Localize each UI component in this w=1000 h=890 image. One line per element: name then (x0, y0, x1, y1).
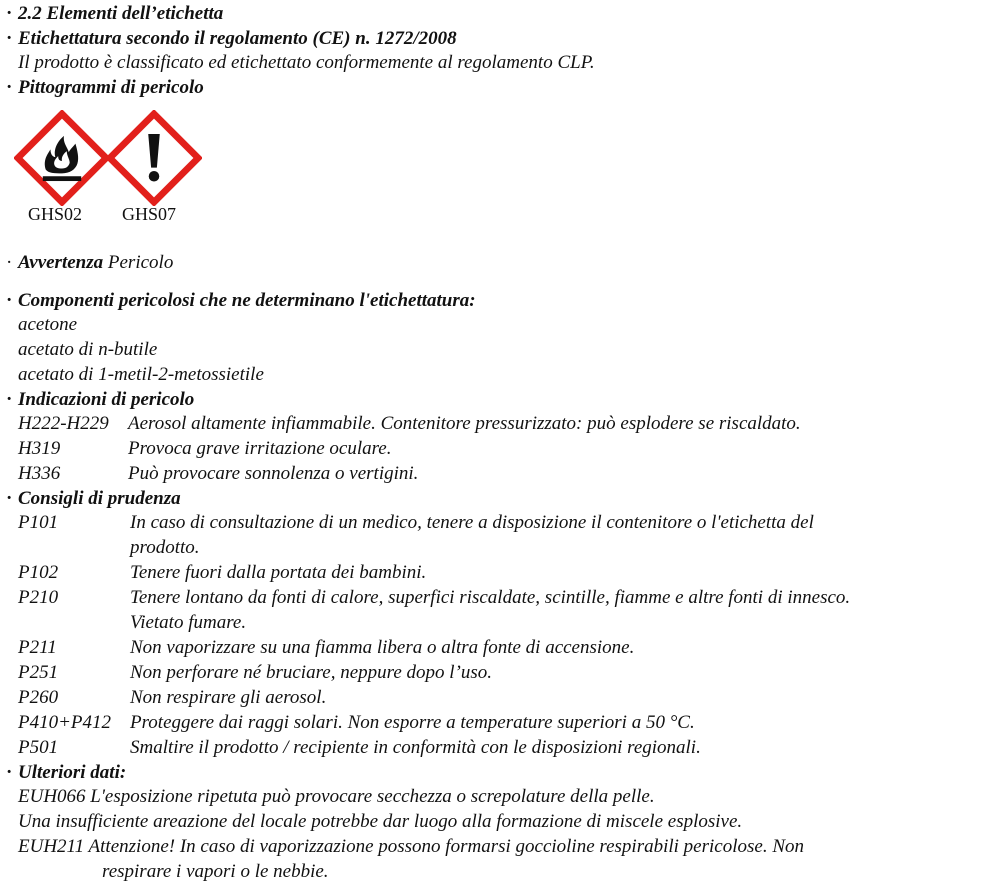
section-title-text: 2.2 Elementi dell’etichetta (18, 3, 224, 24)
hazard-code: H319 (18, 438, 61, 459)
additional-info-heading-text: Ulteriori dati: (18, 762, 127, 783)
precaution-code: P101 (18, 512, 59, 533)
signal-word-label: Avvertenza (18, 252, 104, 273)
precaution-code: P501 (18, 737, 59, 758)
signal-word-value: Pericolo (107, 252, 174, 273)
precautionary-heading-text: Consigli di prudenza (18, 488, 181, 509)
additional-info-line-continued: respirare i vapori o le nebbie. (102, 861, 329, 882)
precaution-text-continued: prodotto. (130, 537, 200, 558)
pictogram-label-ghs07: GHS07 (122, 204, 177, 224)
precaution-text: Smaltire il prodotto / recipiente in conformità con le disposizioni regionali. (130, 737, 701, 758)
precaution-code: P102 (18, 562, 59, 583)
labelling-heading: · Etichettatura secondo il regolamento (CE) n. 1272/2008 (6, 28, 457, 49)
labelling-text: Il prodotto è classificato ed etichettato conformemente al regolamento CLP. (18, 52, 595, 73)
precaution-code: P251 (18, 662, 59, 683)
additional-info-heading: · Ulteriori dati: (6, 762, 127, 783)
signal-word: · Avvertenza Pericolo (6, 252, 174, 273)
pictograms-heading-text: Pittogrammi di pericolo (18, 77, 204, 98)
precaution-text-continued: Vietato fumare. (130, 612, 247, 633)
precaution-code: P410+P412 (18, 712, 112, 733)
precaution-text: Proteggere dai raggi solari. Non esporre a temperature superiori a 50 °C. (130, 712, 695, 733)
section-title: · 2.2 Elementi dell’etichetta (6, 3, 224, 24)
pictograms-heading: · Pittogrammi di pericolo (6, 77, 204, 98)
hazard-text: Può provocare sonnolenza o vertigini. (128, 463, 419, 484)
hazard-text: Provoca grave irritazione oculare. (128, 438, 392, 459)
pictogram-label-ghs02: GHS02 (28, 204, 83, 224)
precautionary-heading: · Consigli di prudenza (6, 488, 181, 509)
precaution-text: In caso di consultazione di un medico, tenere a disposizione il contenitore o l'etichetta del (130, 512, 814, 533)
hazard-statements-heading: · Indicazioni di pericolo (6, 389, 195, 410)
components-heading: · Componenti pericolosi che ne determinano l'etichettatura: (6, 290, 476, 311)
labelling-heading-text: Etichettatura secondo il regolamento (CE) n. 1272/2008 (18, 28, 457, 49)
additional-info-line: EUH211 Attenzione! In caso di vaporizzazione possono formarsi goccioline respirabili pericolose. Non (18, 836, 804, 857)
component-item: acetone (18, 314, 78, 335)
additional-info-line: EUH066 L'esposizione ripetuta può provocare secchezza o screpolature della pelle. (18, 786, 655, 807)
flame-icon (14, 110, 110, 206)
hazard-statements-heading-text: Indicazioni di pericolo (18, 389, 195, 410)
precaution-text: Tenere lontano da fonti di calore, superfici riscaldate, scintille, fiamme e altre fonti di innesco. (130, 587, 851, 608)
exclamation-mark-icon (106, 110, 202, 206)
precaution-code: P211 (18, 637, 57, 658)
precaution-code: P210 (18, 587, 59, 608)
hazard-code: H336 (18, 463, 61, 484)
hazard-code: H222-H229 (18, 413, 109, 434)
precaution-text: Non respirare gli aerosol. (130, 687, 327, 708)
hazard-text: Aerosol altamente infiammabile. Contenitore pressurizzato: può esplodere se riscaldato. (128, 413, 801, 434)
component-item: acetato di n-butile (18, 339, 158, 360)
precaution-text: Non perforare né bruciare, neppure dopo l’uso. (130, 662, 493, 683)
components-heading-text: Componenti pericolosi che ne determinano l'etichettatura: (18, 290, 476, 311)
precaution-code: P260 (18, 687, 59, 708)
additional-info-line: Una insufficiente areazione del locale potrebbe dar luogo alla formazione di miscele esplosive. (18, 811, 743, 832)
precaution-text: Non vaporizzare su una fiamma libera o altra fonte di accensione. (130, 637, 635, 658)
component-item: acetato di 1-metil-2-metossietile (18, 364, 264, 385)
precaution-text: Tenere fuori dalla portata dei bambini. (130, 562, 427, 583)
